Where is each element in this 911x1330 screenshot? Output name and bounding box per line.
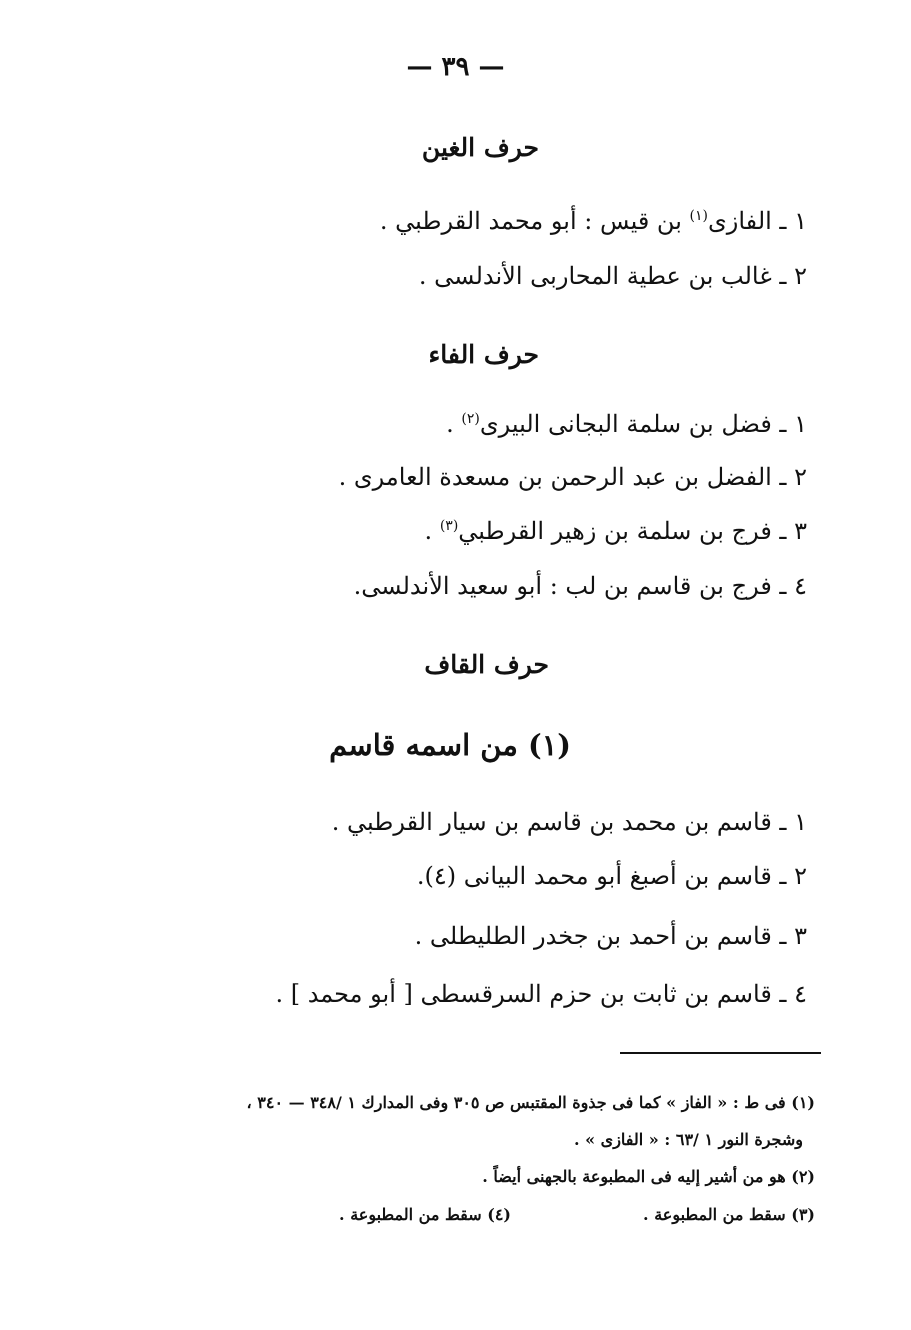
entry-text: فرج بن سلمة بن زهير القرطبي: [458, 517, 772, 545]
entry-fa-2: [339, 463, 807, 491]
entry-text-cont: .: [446, 410, 454, 438]
entry-dash: ـ: [771, 862, 787, 890]
entry-dash: ـ: [771, 207, 787, 235]
entry-text: قاسم بن أصبغ أبو محمد البيانى (٤).: [416, 862, 772, 890]
footnote-1-line-1: (١) فى ط : « الفاز » كما فى جذوة المقتبس ص ٣٠٥ وفى المدارك ١ /٣٤٨ — ٣٤٠ ،: [246, 1093, 815, 1112]
entry-fa-4: [354, 572, 807, 600]
entry-number: ٢: [794, 862, 807, 890]
entry-number: ٢: [794, 262, 807, 290]
entry-text-cont: .: [424, 517, 433, 545]
entry-qaf-2: [417, 862, 807, 890]
section-heading-fa: حرف الفاء: [428, 340, 539, 369]
entry-number: ٣: [794, 922, 807, 950]
footnote-separator: [620, 1052, 821, 1054]
entry-number: ١: [794, 808, 807, 836]
footnote-ref: (٣): [439, 518, 459, 534]
section-heading-ghayn: حرف الغين: [421, 133, 539, 162]
section-heading-qaf: حرف القاف: [424, 650, 549, 679]
entry-number: ٣: [794, 517, 807, 545]
entry-ghayn-1: [380, 207, 807, 235]
entry-number: ١: [794, 207, 807, 235]
footnote-1-line-2: وشجرة النور ١ /٦٣ : « الفازى » .: [573, 1130, 803, 1149]
footnote-3: (٣) سقط من المطبوعة .: [643, 1205, 815, 1224]
entry-dash: ـ: [771, 410, 787, 438]
entry-number: ٤: [794, 980, 807, 1008]
entry-text: فرج بن قاسم بن لب : أبو سعيد الأندلسى.: [353, 572, 772, 600]
entry-text: قاسم بن محمد بن قاسم بن سيار القرطبي .: [331, 808, 772, 836]
entry-number: ٢: [794, 463, 807, 491]
subsection-heading-qasim: (١) من اسمه قاسم: [329, 728, 571, 762]
footnote-ref: (١): [689, 208, 708, 224]
page-number: — ٣٩ —: [406, 52, 505, 82]
entry-text: قاسم بن ثابت بن حزم السرقسطى [ أبو محمد ] .: [275, 980, 772, 1008]
entry-text: قاسم بن أحمد بن جخدر الطليطلى .: [414, 922, 772, 950]
entry-dash: ـ: [771, 808, 787, 836]
entry-text: فضل بن سلمة البجانى البيرى: [479, 410, 772, 438]
entry-dash: ـ: [771, 463, 787, 491]
entry-text: غالب بن عطية المحاربى الأندلسى .: [418, 262, 772, 290]
entry-dash: ـ: [771, 980, 787, 1008]
entry-number: ٤: [794, 572, 807, 600]
entry-dash: ـ: [771, 262, 787, 290]
entry-fa-3: [425, 517, 807, 545]
entry-dash: ـ: [771, 517, 787, 545]
entry-text-cont: بن قيس : أبو محمد القرطبي .: [379, 207, 682, 235]
footnote-4: (٤) سقط من المطبوعة .: [339, 1205, 511, 1224]
footnote-ref: (٢): [461, 411, 480, 427]
entry-qaf-3: [415, 922, 807, 950]
entry-text: الفازى: [707, 207, 772, 235]
entry-fa-1: [446, 410, 807, 438]
entry-qaf-4: [275, 980, 807, 1008]
entry-number: ١: [794, 410, 807, 438]
footnote-2: (٢) هو من أشير إليه فى المطبوعة بالجهنى أيضاً .: [482, 1167, 815, 1186]
entry-text: الفضل بن عبد الرحمن بن مسعدة العامرى .: [338, 463, 772, 491]
entry-dash: ـ: [771, 572, 787, 600]
entry-qaf-1: [332, 808, 807, 836]
entry-ghayn-2: [419, 262, 807, 290]
entry-dash: ـ: [771, 922, 787, 950]
